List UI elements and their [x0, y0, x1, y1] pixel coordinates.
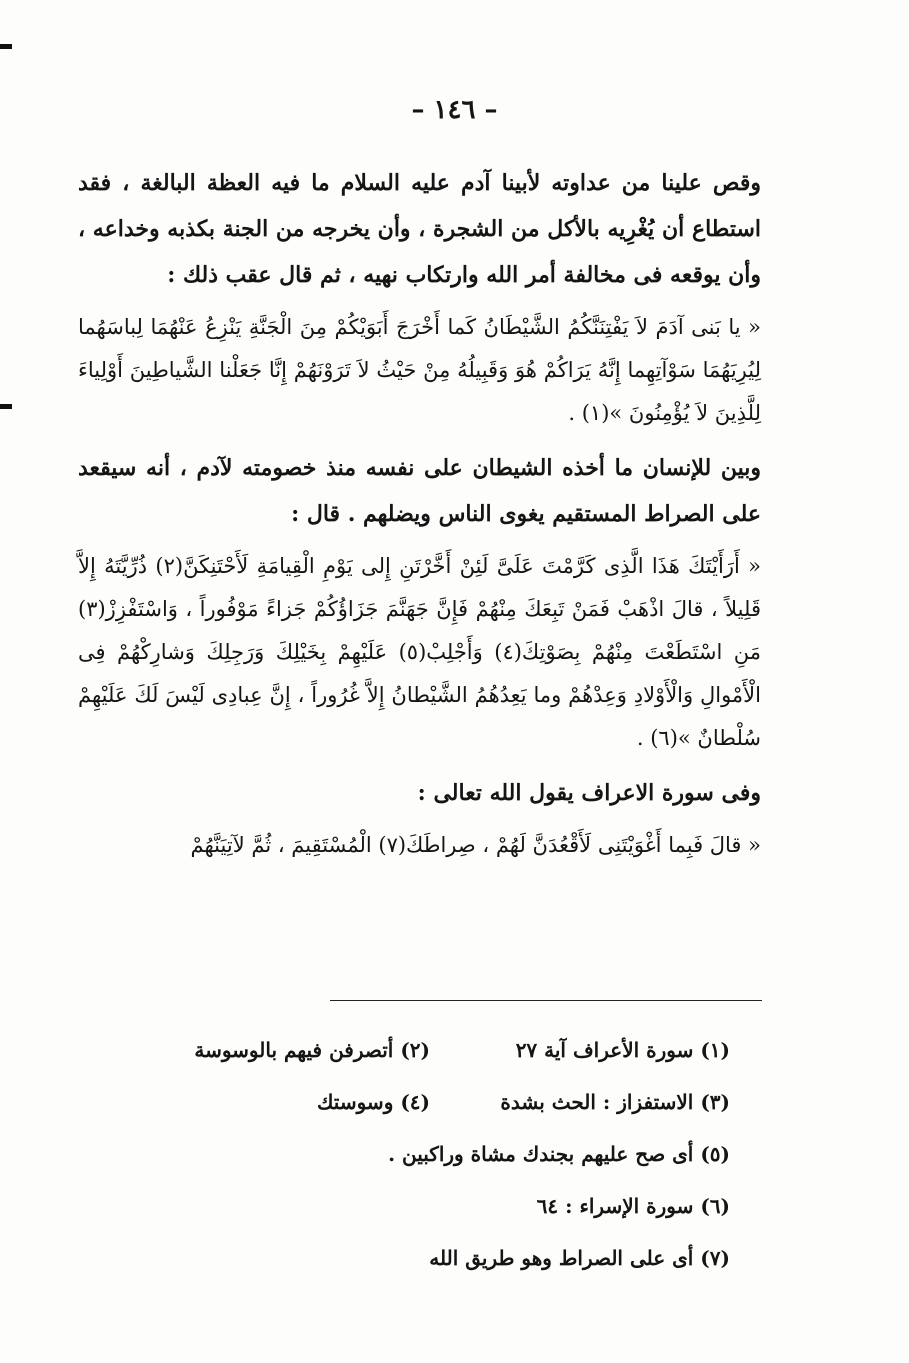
quran-verse-1: « يا بَنى آدَمَ لاَ يَفْتِنَنَّكُمُ الشَّيْطَانُ كَما أَخْرَجَ أَبَوَيْكُمْ مِنَ الْجَنَّةِ يَنْزِعُ عَنْهُمَا لِباسَهُما لِيُرِيَهُمَا سَوْآتِهِما إِنَّهُ يَرَاكُمْ هُوَ وَقَبِيلُهُ مِنْ حَيْثُ لاَ تَرَوْنَهُمْ إِنَّا جَعَلْنا الشَّياطِينَ أَوْلِياءَ لِلَّذِينَ لاَ يُؤْمِنُونَ »(١) . [78, 315, 761, 425]
footnotes [170, 1024, 730, 1284]
footnote-row [170, 1076, 730, 1128]
footnote-4: (٤) وسوستك [316, 1090, 430, 1114]
quran-verse-2: « أَرَأَيْتَكَ هَذَا الَّذِى كَرَّمْتَ عَلَىَّ لَئِنْ أَخَّرْتَنِ إِلى يَوْمِ الْقِيامَةِ لَأَحْتَنِكَنَّ(٢) ذُرِّيَّتَهُ إِلاَّ قَلِيلاً ، قالَ اذْهَبْ فَمَنْ تَبِعَكَ مِنْهُمْ فَإِنَّ جَهَنَّمَ جَزَاؤُكُمْ جَزاءً مَوْفُوراً ، وَاسْتَفْزِزْ(٣) مَنِ اسْتَطَعْتَ مِنْهُمْ بِصَوْتِكَ(٤) وَأَجْلِبْ(٥) عَلَيْهِمْ بِخَيْلِكَ وَرَجِلِكَ وَشارِكْهُمْ فِى الْأَمْوالِ وَالْأَوْلادِ وَعِدْهُمْ وما يَعِدُهُمُ الشَّيْطانُ إِلاَّ غُرُوراً ، إِنَّ عِبادِى لَيْسَ لَكَ عَلَيْهِمْ سُلْطانٌ »(٦) . [78, 554, 761, 750]
footnote-6: (٦) سورة الإسراء : ٦٤ [536, 1194, 730, 1218]
quran-verse-3: « قالَ فَبِما أَغْوَيْتَنِى لَأَقْعُدَنَّ لَهُمْ ، صِراطَكَ(٧) الْمُسْتَقِيمَ ، ثُمَّ لآتِيَنَّهُمْ [190, 833, 761, 857]
footnote-1: (١) سورة الأعراف آية ٢٧ [515, 1038, 730, 1062]
footnote-row [170, 1180, 730, 1232]
footnote-divider [330, 1000, 762, 1001]
scan-edge-mark [0, 404, 12, 409]
paragraph-intro: وقص علينا من عداوته لأبينا آدم عليه السلام ما فيه العظة البالغة ، فقد استطاع أن يُغْرِيه بالأكل من الشجرة ، وأن يخرجه من الجنة بكذبه وخداعه ، وأن يوقعه فى مخالفة أمر الله وارتكاب نهيه ، ثم قال عقب ذلك : [78, 170, 761, 288]
scan-edge-mark [0, 44, 12, 49]
page-number: – ١٤٦ – [411, 95, 498, 125]
footnote-3: (٣) الاستفزاز : الحث بشدة [500, 1090, 730, 1114]
footnote-7: (٧) أى على الصراط وهو طريق الله [429, 1246, 730, 1270]
paragraph-al-araf: وفى سورة الاعراف يقول الله تعالى : [417, 780, 761, 806]
footnote-row [170, 1024, 730, 1076]
footnote-2: (٢) أتصرفن فيهم بالوسوسة [194, 1038, 430, 1062]
footnote-5: (٥) أى صح عليهم بجندك مشاة وراكبين . [388, 1142, 730, 1166]
paragraph-satan-vow: وبين للإنسان ما أخذه الشيطان على نفسه منذ خصومته لآدم ، أنه سيقعد على الصراط المستقيم يغوى الناس ويضلهم . قال : [78, 455, 761, 527]
footnote-row [170, 1128, 730, 1180]
main-text [78, 160, 761, 877]
footnote-row [170, 1232, 730, 1284]
